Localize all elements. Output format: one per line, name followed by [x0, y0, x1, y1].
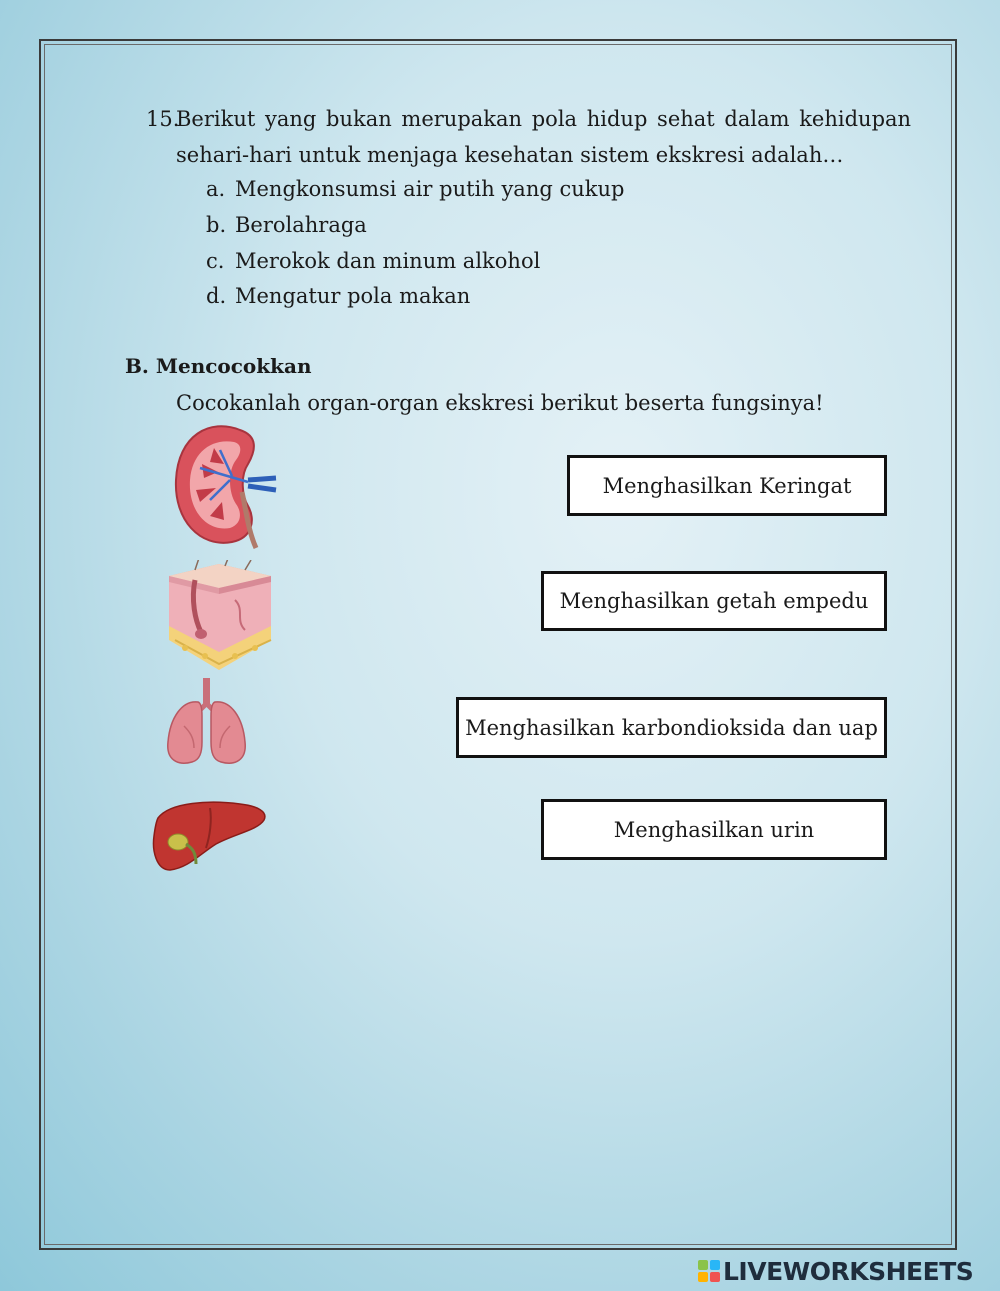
liver-image[interactable] — [150, 800, 270, 875]
option-a — [206, 177, 624, 201]
option-letter: b. — [206, 213, 227, 237]
option-d — [206, 284, 470, 308]
option-letter: c. — [206, 249, 225, 273]
section-title: B. Mencocokkan — [125, 354, 312, 378]
option-letter: d. — [206, 284, 227, 308]
skin-image[interactable] — [165, 560, 275, 675]
question-text-line-2: sehari-hari untuk menjaga kesehatan sistem ekskresi adalah… — [176, 143, 844, 167]
liveworksheets-logo — [697, 1256, 973, 1286]
kidney-image[interactable] — [170, 420, 280, 550]
option-text: Berolahraga — [235, 213, 367, 237]
match-box-keringat[interactable]: Menghasilkan Keringat — [567, 455, 887, 516]
lungs-image[interactable] — [164, 676, 249, 768]
match-box-getah-empedu[interactable]: Menghasilkan getah empedu — [541, 571, 887, 631]
option-text: Merokok dan minum alkohol — [235, 249, 541, 273]
logo-icon — [697, 1259, 721, 1283]
option-text: Mengkonsumsi air putih yang cukup — [235, 177, 625, 201]
option-text: Mengatur pola makan — [235, 284, 471, 308]
option-c — [206, 249, 540, 273]
option-b — [206, 213, 367, 237]
section-instruction: Cocokanlah organ-organ ekskresi berikut beserta fungsinya! — [176, 391, 824, 415]
option-letter: a. — [206, 177, 226, 201]
question-text-line-1: Berikut yang bukan merupakan pola hidup sehat dalam kehidupan — [176, 107, 912, 131]
question-number: 15. — [146, 107, 180, 131]
logo-text: LIVEWORKSHEETS — [723, 1256, 974, 1286]
match-box-karbondioksida[interactable]: Menghasilkan karbondioksida dan uap — [456, 697, 887, 758]
match-box-urin[interactable]: Menghasilkan urin — [541, 799, 887, 860]
